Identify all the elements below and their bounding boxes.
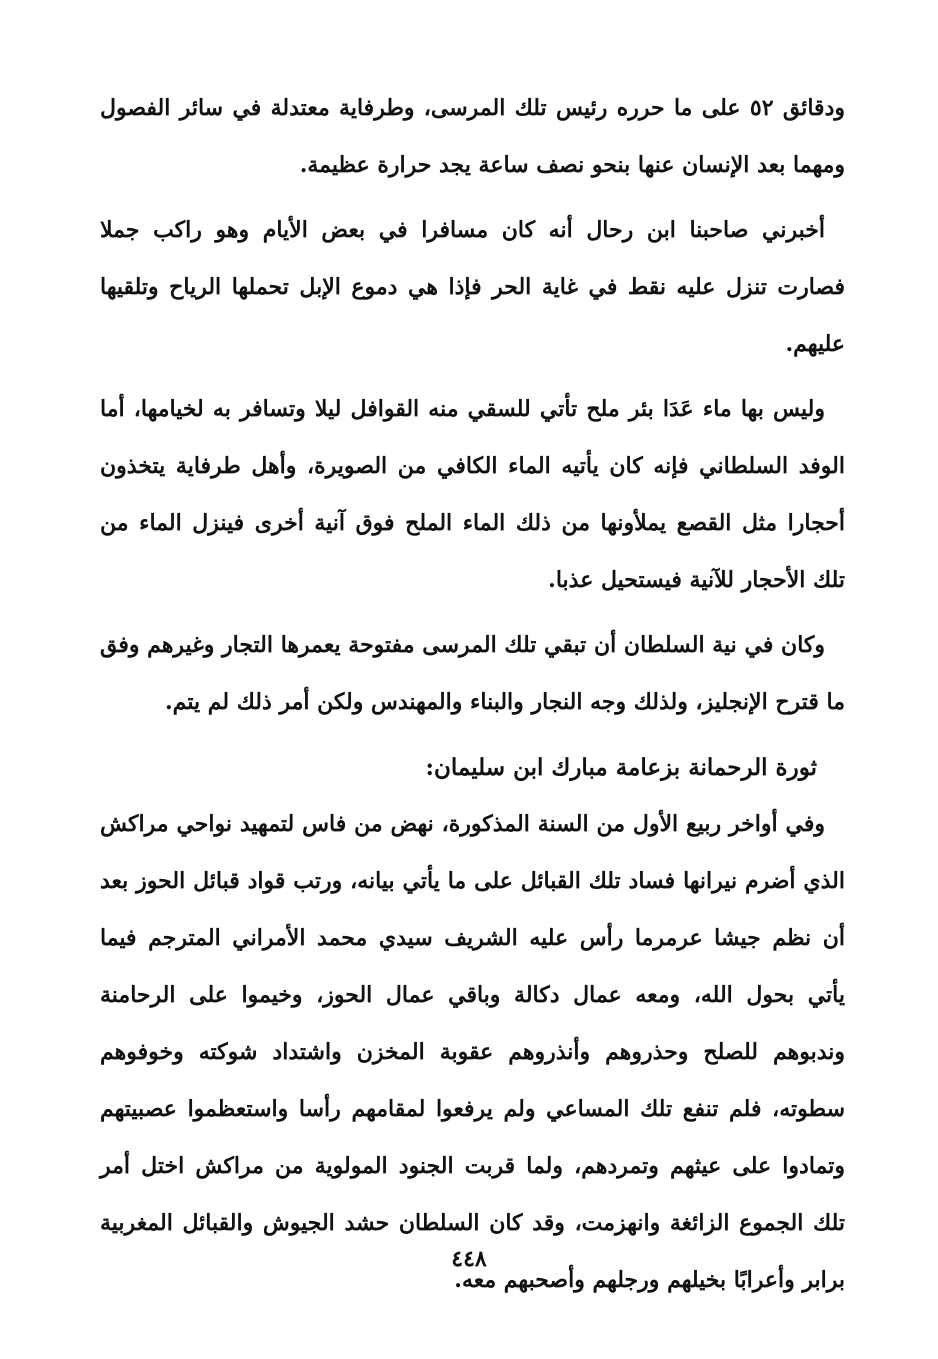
paragraph-4: وكان في نية السلطان أن تبقي تلك المرسى مفتوحة يعمرها التجار وغيرهم وفق ما قترح الإنجليز، ولذلك وجه النجار والبناء والمهندس ولكن أمر ذلك لم يتم. xyxy=(100,632,845,715)
paragraph-3: وليس بها ماء عَدَا بئر ملح تأتي للسقي منه القوافل ليلا وتسافر به لخيامها، أما الوفد السلطاني فإنه كان يأتيه الماء الكافي من الصويرة، وأهل طرفاية يتخذون أحجارا مثل القصع يملأونها من ذلك الماء الملح فوق آنية أخرى فينزل الماء من تلك الأحجار للآنية فيستحيل عذبا. xyxy=(100,396,845,593)
paragraph-5: وفي أواخر ربيع الأول من السنة المذكورة، نهض من فاس لتمهيد نواحي مراكش الذي أضرم نيرانها فساد تلك القبائل على ما يأتي بيانه، ورتب قواد قبائل الحوز بعد أن نظم جيشا عرمرما رأس عليه الشريف سيدي محمد الأمراني المترجم فيما يأتي بحول الله، ومعه عمال دكالة وباقي عمال الحوز، وخيموا على الرحامنة وندبوهم للصلح وحذروهم وأنذروهم عقوبة المخزن واشتداد شوكته وخوفوهم سطوته، فلم تنفع تلك المساعي ولم يرفعوا لمقامهم رأسا واستعظموا عصبيتهم وتمادوا على عيثهم وتمردهم، ولما قربت الجنود المولوية من مراكش اختل أمر تلك الجموع الزائغة وانهزمت، وقد كان السلطان حشد الجيوش والقبائل المغربية برابر وأعرابًا بخيلهم ورجلهم وأصحبهم معه. xyxy=(100,811,846,1293)
page-number: ٤٤٨ xyxy=(451,1246,487,1272)
paragraph-2: أخبرني صاحبنا ابن رحال أنه كان مسافرا في بعض الأيام وهو راكب جملا فصارت تنزل عليه نقط في غاية الحر فإذا هي دموع الإبل تحملها الرياح وتلقيها عليهم. xyxy=(100,217,845,357)
section-heading: ثورة الرحمانة بزعامة مبارك ابن سليمان: xyxy=(425,754,817,781)
paragraph-1: ودقائق ٥٢ على ما حرره رئيس تلك المرسى، وطرفاية معتدلة في سائر الفصول ومهما بعد الإنسان عنها بنحو نصف ساعة يجد حرارة عظيمة. xyxy=(100,95,845,178)
page-body xyxy=(100,80,845,1317)
